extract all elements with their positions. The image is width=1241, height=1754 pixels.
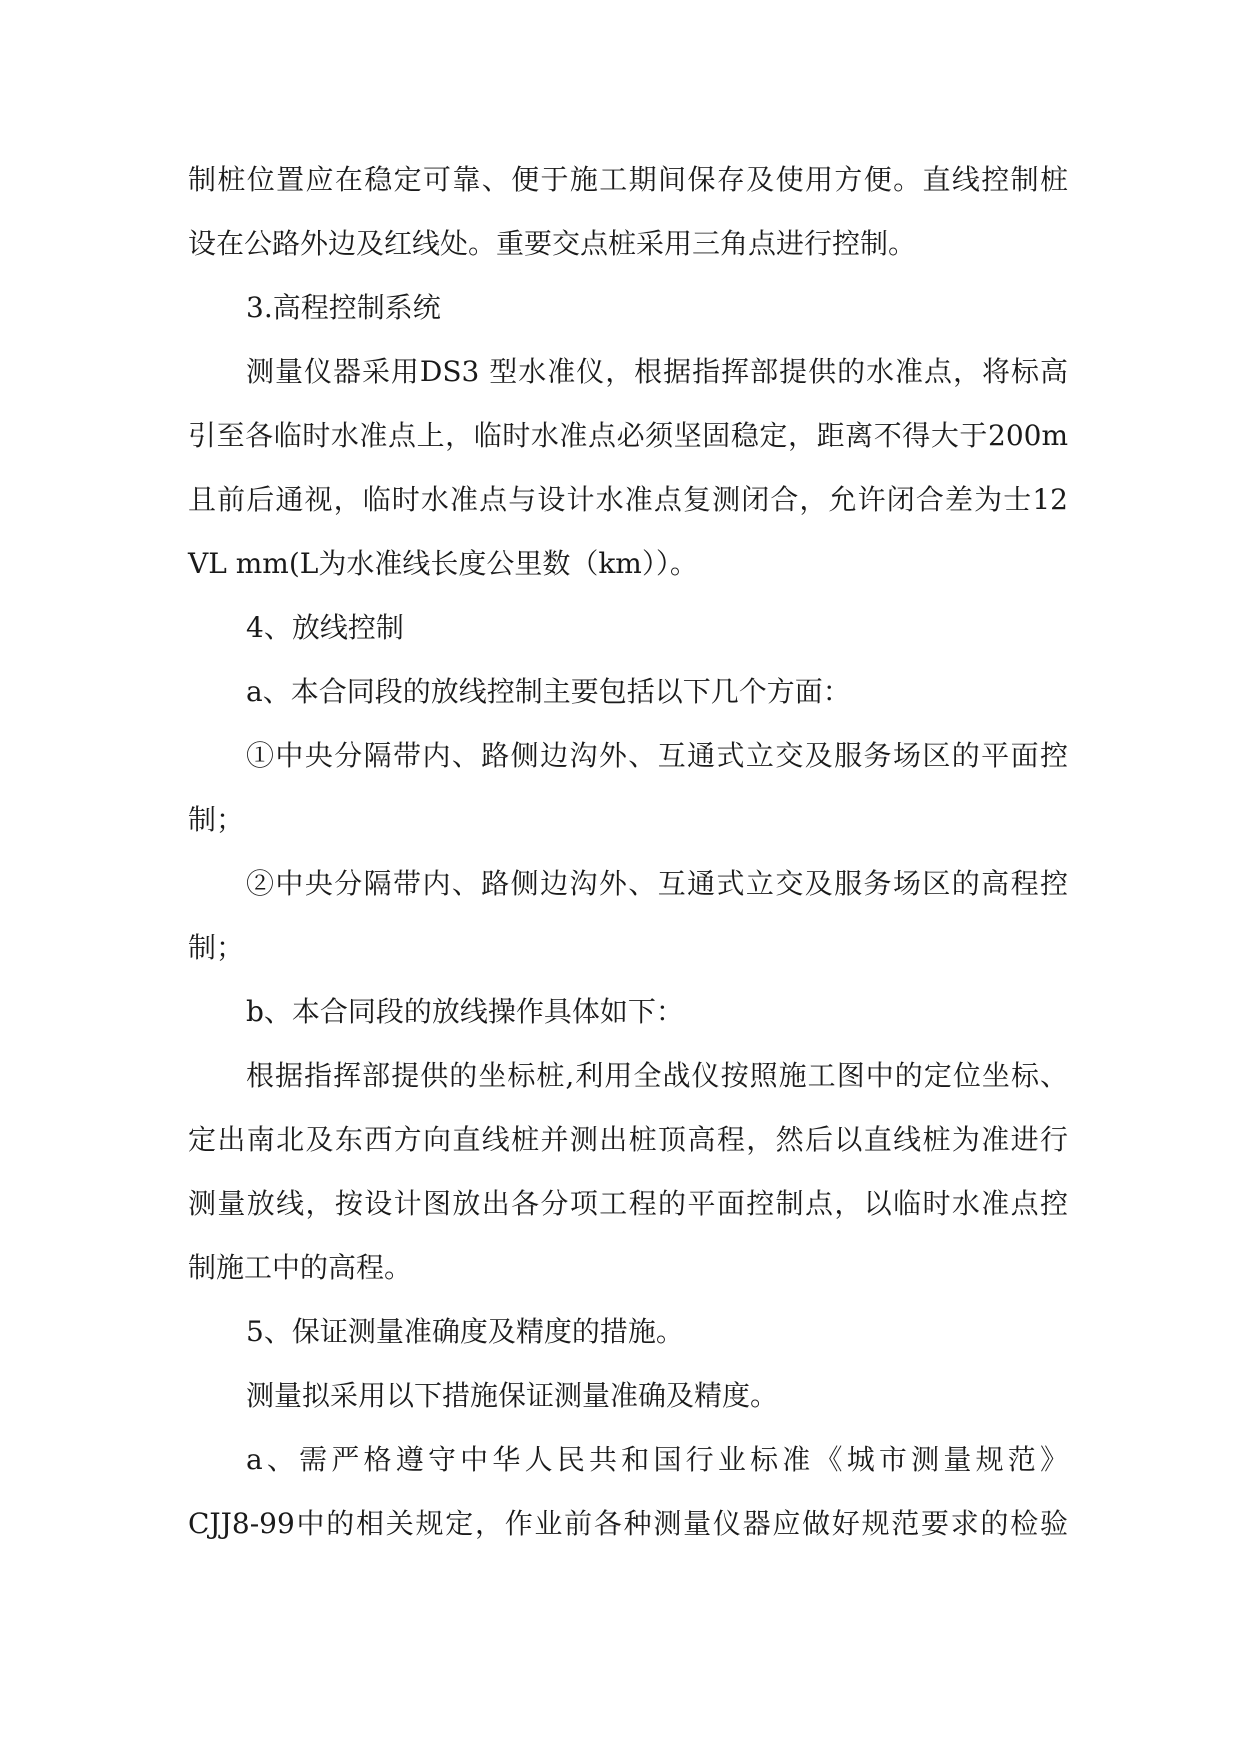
text-line: 根据指挥部提供的坐标桩,利用全战仪按照施工图中的定位坐标、 — [246, 1059, 1068, 1092]
text-line: CJJ8-99中的相关规定，作业前各种测量仪器应做好规范要求的检验 — [188, 1507, 1068, 1540]
section-heading: 5、保证测量准确度及精度的措施。 — [246, 1315, 684, 1348]
text-line: a、需严格遵守中华人民共和国行业标准《城市测量规范》 — [246, 1443, 1068, 1476]
text-line: 制施工中的高程。 — [188, 1251, 413, 1284]
text-line: 制桩位置应在稳定可靠、便于施工期间保存及使用方便。直线控制桩 — [188, 163, 1068, 196]
text-line: 测量仪器采用DS3 型水准仪，根据指挥部提供的水准点，将标高 — [246, 355, 1068, 388]
text-line: 测量放线，按设计图放出各分项工程的平面控制点，以临时水准点控 — [188, 1187, 1068, 1220]
text-line: 制； — [188, 931, 245, 964]
document-body — [188, 148, 1068, 1556]
section-heading: 4、放线控制 — [246, 611, 404, 644]
text-line: b、本合同段的放线操作具体如下： — [246, 995, 684, 1028]
list-item: ②中央分隔带内、路侧边沟外、互通式立交及服务场区的高程控 — [246, 867, 1068, 900]
text-line: 设在公路外边及红线处。重要交点桩采用三角点进行控制。 — [188, 227, 917, 260]
text-line: 且前后通视，临时水准点与设计水准点复测闭合，允许闭合差为士12 — [188, 483, 1068, 516]
text-line: a、本合同段的放线控制主要包括以下几个方面： — [246, 675, 851, 708]
text-line: 引至各临时水准点上，临时水准点必须坚固稳定，距离不得大于200m — [188, 419, 1068, 452]
section-heading: 3.高程控制系统 — [246, 291, 441, 324]
text-line: 制； — [188, 803, 245, 836]
text-line: 定出南北及东西方向直线桩并测出桩顶高程，然后以直线桩为准进行 — [188, 1123, 1068, 1156]
text-line: VL mm(L为水准线长度公里数（km））。 — [188, 547, 698, 580]
list-item: ①中央分隔带内、路侧边沟外、互通式立交及服务场区的平面控 — [246, 739, 1068, 772]
text-line: 测量拟采用以下措施保证测量准确及精度。 — [246, 1379, 779, 1412]
